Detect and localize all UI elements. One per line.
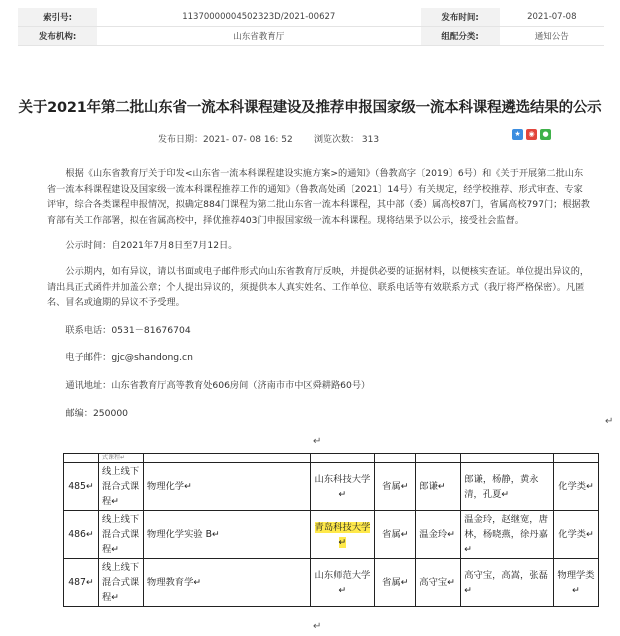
publish-date: 发布日期：2021- 07- 08 16: 52 — [158, 135, 293, 145]
document-meta-table — [18, 8, 604, 46]
table-row — [64, 463, 599, 511]
highlighted-school: 青岛科技大学↵ — [314, 521, 371, 548]
school-name: 山东师范大学↵ — [310, 559, 375, 607]
course-name: 物理化学↵ — [143, 463, 310, 511]
row-number: 486↵ — [64, 511, 99, 559]
contact-phone: 联系电话：0531－81676704 — [65, 324, 191, 336]
school-name — [310, 511, 375, 559]
paragraph-basis: 根据《山东省教育厅关于印发<山东省一流本科课程建设实施方案>的通知》（鲁教高字〔2019〕6号）和《关于开展第二批山东省一流本科课程建设及国家级一流本科课程推荐工作的通知》（鲁教高处函〔2021〕14号）有关规定，经学校推荐、形式审查、专家评审，综合各类课程申报情况，拟确定884门课程为第二批山东省一流本科课程，其中部（委）属高校87门，省属高校797门；根据教育部有关工作部署，拟在省属高校中，择优推荐403门申报国家级一流本科课程。现将结果予以公示，接受社会监督。 — [47, 168, 590, 226]
publisher-value: 山东省教育厅 — [97, 27, 421, 46]
course-lead: 郎谦↵ — [416, 463, 461, 511]
weibo-share-icon[interactable]: ◉ — [526, 129, 537, 140]
subject-category: 化学类↵ — [554, 511, 599, 559]
team-members: 高守宝，高嵩，张磊↵ — [461, 559, 554, 607]
cut-cell: 式课程↵ — [98, 454, 143, 463]
school-name: 山东科技大学↵ — [310, 463, 375, 511]
publish-time-value: 2021-07-08 — [500, 8, 604, 27]
course-type: 线上线下混合式课程↵ — [98, 463, 143, 511]
course-type: 线上线下混合式课程↵ — [98, 559, 143, 607]
index-value: 11370000004502323D/2021-00627 — [97, 8, 421, 27]
category-label: 组配分类: — [421, 27, 500, 46]
affiliation: 省属↵ — [375, 559, 416, 607]
row-number: 487↵ — [64, 559, 99, 607]
contact-zip: 邮编：250000 — [65, 407, 129, 419]
paragraph-mark: ↵ — [313, 621, 322, 632]
course-type: 线上线下混合式课程↵ — [98, 511, 143, 559]
course-name: 物理化学实验 B↵ — [143, 511, 310, 559]
paragraph-mark: ↵ — [313, 436, 322, 447]
paragraph-objection: 公示期内，如有异议，请以书面或电子邮件形式向山东省教育厅反映，并提供必要的证据材料，以便核实查证。单位提出异议的，请出具正式函件并加盖公章；个人提出异议的，须提供本人真实姓名、工作单位、联系电话等有效联系方式（我厅将严格保密）。凡匿名、冒名或逾期的异议不予受理。 — [47, 265, 590, 309]
team-members: 温金玲，赵继宽，唐林，杨晓燕，徐丹嘉↵ — [461, 511, 554, 559]
contact-email: 电子邮件：gjc@shandong.cn — [65, 352, 193, 364]
page-title: 关于2021年第二批山东省一流本科课程建设及推荐申报国家级一流本科课程遴选结果的公示 — [18, 100, 602, 116]
team-members: 郎谦，杨静，黄永清，孔夏↵ — [461, 463, 554, 511]
course-lead: 高守宝↵ — [416, 559, 461, 607]
row-number: 485↵ — [64, 463, 99, 511]
index-label: 索引号: — [18, 8, 97, 27]
publish-time-label: 发布时间: — [421, 8, 500, 27]
course-lead: 温金玲↵ — [416, 511, 461, 559]
subject-category: 化学类↵ — [554, 463, 599, 511]
subject-category: 物理学类↵ — [554, 559, 599, 607]
share-buttons — [512, 129, 551, 140]
paragraph-period: 公示时间：自2021年7月8日至7月12日。 — [65, 240, 238, 252]
table-row-cut — [64, 454, 599, 463]
affiliation: 省属↵ — [375, 463, 416, 511]
article-body — [47, 166, 591, 421]
course-table — [63, 453, 599, 607]
table-row — [64, 559, 599, 607]
view-count: 浏览次数： 313 — [314, 135, 380, 145]
category-value: 通知公告 — [500, 27, 604, 46]
course-name: 物理教育学↵ — [143, 559, 310, 607]
qzone-share-icon[interactable]: ★ — [512, 129, 523, 140]
contact-address: 通讯地址：山东省教育厅高等教育处606房间（济南市市中区舜耕路60号） — [65, 379, 371, 391]
paragraph-mark: ↵ — [605, 416, 614, 427]
affiliation: 省属↵ — [375, 511, 416, 559]
publisher-label: 发布机构: — [18, 27, 97, 46]
wechat-share-icon[interactable]: ● — [540, 129, 551, 140]
table-row — [64, 511, 599, 559]
